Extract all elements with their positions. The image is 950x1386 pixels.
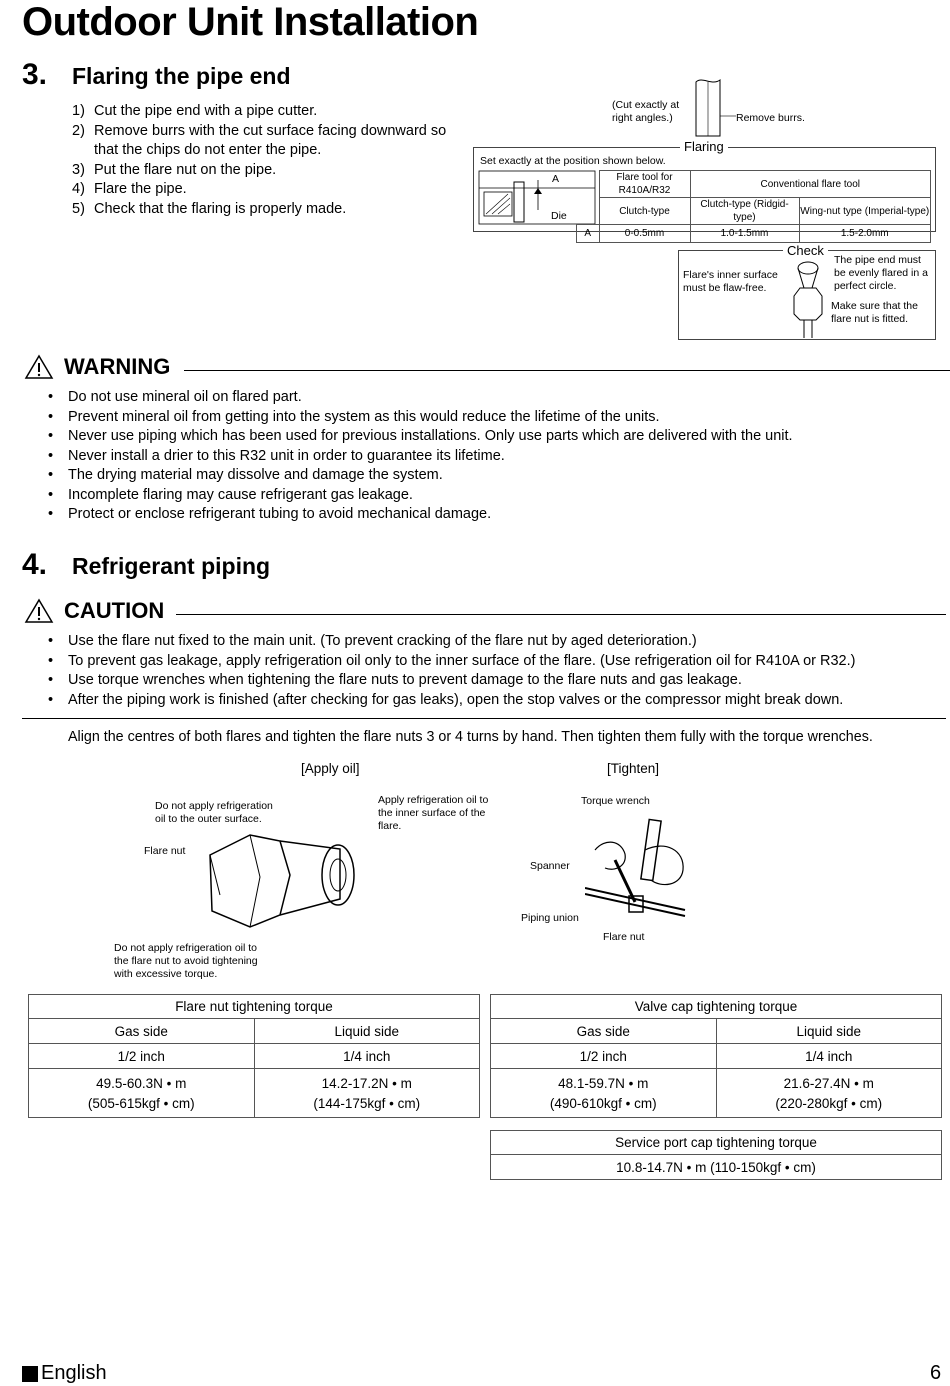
tighten-illustration xyxy=(585,810,695,925)
value-wingnut: 1.5-2.0mm xyxy=(799,225,931,243)
caution-label: CAUTION xyxy=(64,598,165,623)
piping-union-label: Piping union xyxy=(521,912,579,924)
caution-bottom-rule xyxy=(22,718,946,719)
table-cell: 49.5-60.3N • m (505-615kgf • cm) xyxy=(29,1069,255,1118)
flaring-steps xyxy=(72,102,457,219)
service-port-table xyxy=(490,1130,942,1180)
check-label: Check xyxy=(783,243,828,258)
list-item: 5) Check that the flaring is properly made. xyxy=(72,200,347,217)
section-number: 3. xyxy=(22,58,48,91)
table-header-gas: Gas side xyxy=(29,1019,255,1044)
list-item: • The drying material may dissolve and damage the system. xyxy=(23,466,943,486)
section-title: Refrigerant piping xyxy=(72,553,271,579)
page-number: 6 xyxy=(930,1362,942,1384)
tighten-heading: [Tighten] xyxy=(607,761,660,776)
list-item: • Use torque wrenches when tightening the flare nuts to prevent damage to the flare nuts and gas leakage. xyxy=(23,671,948,691)
section-title: Flaring the pipe end xyxy=(72,63,291,89)
list-item: • Do not use mineral oil on flared part. xyxy=(23,388,943,408)
table-cell: 10.8-14.7N • m (110-150kgf • cm) xyxy=(491,1155,942,1180)
section-number: 4. xyxy=(22,548,48,581)
warning-label: WARNING xyxy=(64,354,171,379)
table-cell: 14.2-17.2N • m (144-175kgf • cm) xyxy=(254,1069,480,1118)
flare-nut-label: Flare nut xyxy=(603,931,645,943)
table-title: Service port cap tightening torque xyxy=(491,1131,942,1155)
set-note: Set exactly at the position shown below. xyxy=(480,155,666,167)
caution-list xyxy=(23,632,948,710)
table-cell: 1/2 inch xyxy=(29,1044,255,1069)
section-3-heading xyxy=(22,58,291,92)
table-cell: 48.1-59.7N • m (490-610kgf • cm) xyxy=(491,1069,717,1118)
clutch-ridgid-header: Clutch-type (Ridgid-type) xyxy=(690,198,799,225)
warning-rule xyxy=(184,370,950,371)
caution-rule xyxy=(176,614,946,615)
list-item: • Prevent mineral oil from getting into the system as this would reduce the lifetime of the units. xyxy=(23,408,943,428)
table-title: Valve cap tightening torque xyxy=(491,995,942,1019)
flare-tool-table xyxy=(576,170,931,243)
tool-r410a-header: Flare tool for R410A/R32 xyxy=(599,171,690,198)
torque-wrench-label: Torque wrench xyxy=(581,795,650,807)
flare-torque-table xyxy=(28,994,480,1118)
table-header-gas: Gas side xyxy=(491,1019,717,1044)
list-item: 3) Put the flare nut on the pipe. xyxy=(72,161,277,178)
cut-note: (Cut exactly at right angles.) xyxy=(612,99,680,124)
table-cell: 1/2 inch xyxy=(491,1044,717,1069)
warning-icon xyxy=(24,354,54,380)
list-item: 2) Remove burrs with the cut surface facing downward so that the chips do not enter the pipe. xyxy=(72,122,447,158)
table-cell: 21.6-27.4N • m (220-280kgf • cm) xyxy=(716,1069,942,1118)
wingnut-header: Wing-nut type (Imperial-type) xyxy=(799,198,931,225)
outer-surface-note: Do not apply refrigeration oil to the outer surface. xyxy=(155,800,273,825)
burr-note: Remove burrs. xyxy=(736,112,805,124)
list-item: • After the piping work is finished (after checking for gas leaks), open the stop valves or the compressor might break down. xyxy=(23,691,948,711)
warning-heading xyxy=(24,354,170,380)
table-header-liquid: Liquid side xyxy=(254,1019,480,1044)
spanner-label: Spanner xyxy=(530,860,570,872)
language-label: English xyxy=(41,1362,107,1384)
warning-list xyxy=(23,388,943,525)
table-title: Flare nut tightening torque xyxy=(29,995,480,1019)
inner-surface-note: Flare's inner surface must be flaw-free. xyxy=(683,269,778,294)
section-4-heading xyxy=(22,548,270,582)
tool-conventional-header: Conventional flare tool xyxy=(690,171,931,198)
even-flare-note: The pipe end must be evenly flared in a perfect circle. xyxy=(834,254,928,292)
caution-icon xyxy=(24,598,54,624)
die-label: Die xyxy=(551,210,567,222)
list-item: • Use the flare nut fixed to the main unit. (To prevent cracking of the flare nut by aged deterioration.) xyxy=(23,632,948,652)
pipe-cut-illustration xyxy=(690,76,740,140)
footer-language xyxy=(22,1362,107,1385)
apply-oil-heading: [Apply oil] xyxy=(301,761,360,776)
a-label: A xyxy=(552,173,560,185)
page-title: Outdoor Unit Installation xyxy=(22,0,479,44)
inner-surface-note: Apply refrigeration oil to the inner surface of the flare. xyxy=(378,794,489,832)
list-item: • Protect or enclose refrigerant tubing to avoid mechanical damage. xyxy=(23,505,943,525)
list-item: • Incomplete flaring may cause refrigerant gas leakage. xyxy=(23,486,943,506)
apply-oil-illustration xyxy=(190,815,370,955)
square-bullet-icon xyxy=(22,1366,38,1382)
value-ridgid: 1.0-1.5mm xyxy=(690,225,799,243)
row-a-label: A xyxy=(577,225,600,243)
align-note: Align the centres of both flares and tighten the flare nuts 3 or 4 turns by hand. Then tighten them fully with the torque wrenches. xyxy=(68,729,873,745)
list-item: • Never install a drier to this R32 unit in order to guarantee its lifetime. xyxy=(23,447,943,467)
clutch-type-header: Clutch-type xyxy=(599,198,690,225)
caution-heading xyxy=(24,598,164,624)
flare-nut-label: Flare nut xyxy=(144,845,186,857)
nut-fitted-note: Make sure that the flare nut is fitted. xyxy=(831,300,918,325)
table-header-liquid: Liquid side xyxy=(716,1019,942,1044)
list-item: • To prevent gas leakage, apply refrigeration oil only to the inner surface of the flare. (Use refrigeration oil for R410A or R32.) xyxy=(23,652,948,672)
list-item: • Never use piping which has been used for previous installations. Only use parts which are delivered with the unit. xyxy=(23,427,943,447)
flaring-label: Flaring xyxy=(680,139,728,154)
list-item: 1) Cut the pipe end with a pipe cutter. xyxy=(72,103,318,119)
valve-torque-table xyxy=(490,994,942,1118)
flare-check-illustration xyxy=(786,258,830,340)
table-cell: 1/4 inch xyxy=(254,1044,480,1069)
excess-torque-note: Do not apply refrigeration oil to the flare nut to avoid tightening with excessive torque. xyxy=(114,942,258,980)
table-cell: 1/4 inch xyxy=(716,1044,942,1069)
list-item: 4) Flare the pipe. xyxy=(72,181,187,197)
value-r410a: 0-0.5mm xyxy=(599,225,690,243)
